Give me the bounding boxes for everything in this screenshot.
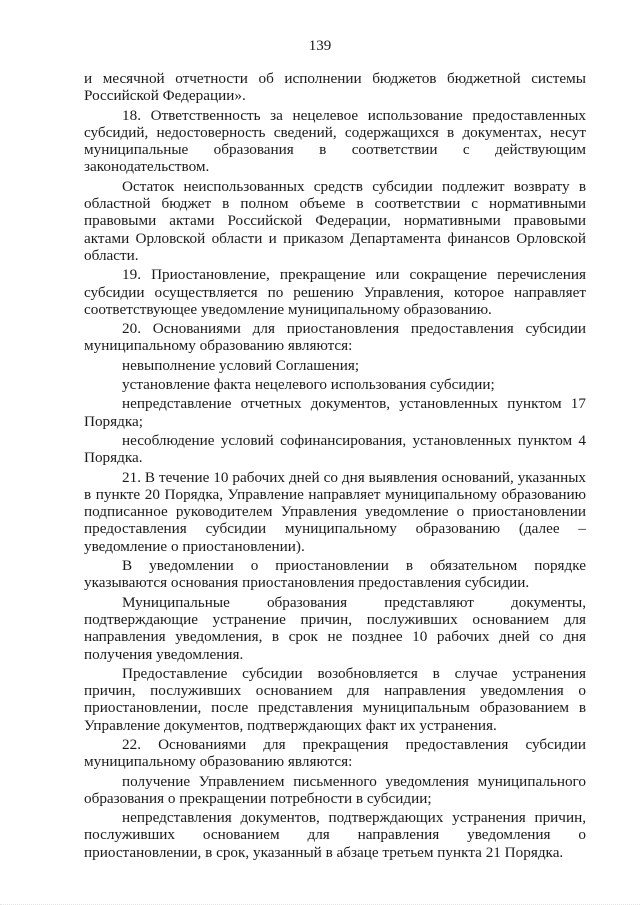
list-item-22-a: получение Управлением письменного уведомления муниципального образования о прекращении потребности в субсидии; bbox=[84, 772, 586, 807]
document-body bbox=[84, 70, 586, 863]
paragraph-item-21-documents: Муниципальные образования представляют документы, подтверждающие устранение причин, послуживших основанием для направления уведомления, в срок не позднее 10 рабочих дней со дня получения уведомления. bbox=[84, 593, 586, 663]
page-number: 139 bbox=[308, 38, 332, 54]
paragraph-item-19: 19. Приостановление, прекращение или сокращение перечисления субсидии осуществляется по решению Управления, которое направляет соответствующее уведомление муниципальному образованию. bbox=[84, 266, 586, 318]
paragraph-continuation: и месячной отчетности об исполнении бюджетов бюджетной системы Российской Федерации». bbox=[84, 70, 586, 105]
list-item-20-c: непредставление отчетных документов, установленных пунктом 17 Порядка; bbox=[84, 395, 586, 430]
scan-edge-divider bbox=[0, 896, 640, 905]
paragraph-item-18: 18. Ответственность за нецелевое использование предоставленных субсидий, недостоверность сведений, содержащихся в документах, несут муниципальные образования в соответствии с действующим законодательством. bbox=[84, 106, 586, 176]
list-item-20-d: несоблюдение условий софинансирования, установленных пунктом 4 Порядка. bbox=[84, 431, 586, 467]
paragraph-item-18-remainder: Остаток неиспользованных средств субсидии подлежит возврату в областной бюджет в полном объеме в соответствии с нормативными правовыми актами Российской Федерации, нормативными правовыми актами Орловской области и приказом Департамента финансов Орловской области. bbox=[84, 177, 586, 264]
paragraph-item-21-resumption: Предоставление субсидии возобновляется в случае устранения причин, послуживших основанием для направления уведомления о приостановлении, после представления муниципальным образованием в Управление документов, подтверждающих факт их устранения. bbox=[84, 664, 586, 734]
list-item-22-b: непредставления документов, подтверждающих устранения причин, послуживших основанием для направления уведомления о приостановлении, в срок, указанный в абзаце третьем пункта 21 Порядка. bbox=[84, 809, 586, 861]
list-item-20-b: установление факта нецелевого использования субсидии; bbox=[122, 376, 495, 394]
paragraph-item-20: 20. Основаниями для приостановления предоставления субсидии муниципальному образованию являются: bbox=[84, 320, 586, 355]
paragraph-item-21-notice: В уведомлении о приостановлении в обязательном порядке указываются основания приостановления предоставления субсидии. bbox=[84, 557, 586, 592]
paragraph-item-22: 22. Основаниями для прекращения предоставления субсидии муниципальному образованию являются: bbox=[84, 735, 586, 771]
list-item-20-a: невыполнение условий Соглашения; bbox=[122, 356, 360, 374]
paragraph-item-21: 21. В течение 10 рабочих дней со дня выявления оснований, указанных в пункте 20 Порядка, Управление направляет муниципальному образованию подписанное руководителем Управления уведомление о приостановлении предоставления субсидии муниципальному образованию (далее – уведомление о приостановлении). bbox=[84, 468, 586, 555]
